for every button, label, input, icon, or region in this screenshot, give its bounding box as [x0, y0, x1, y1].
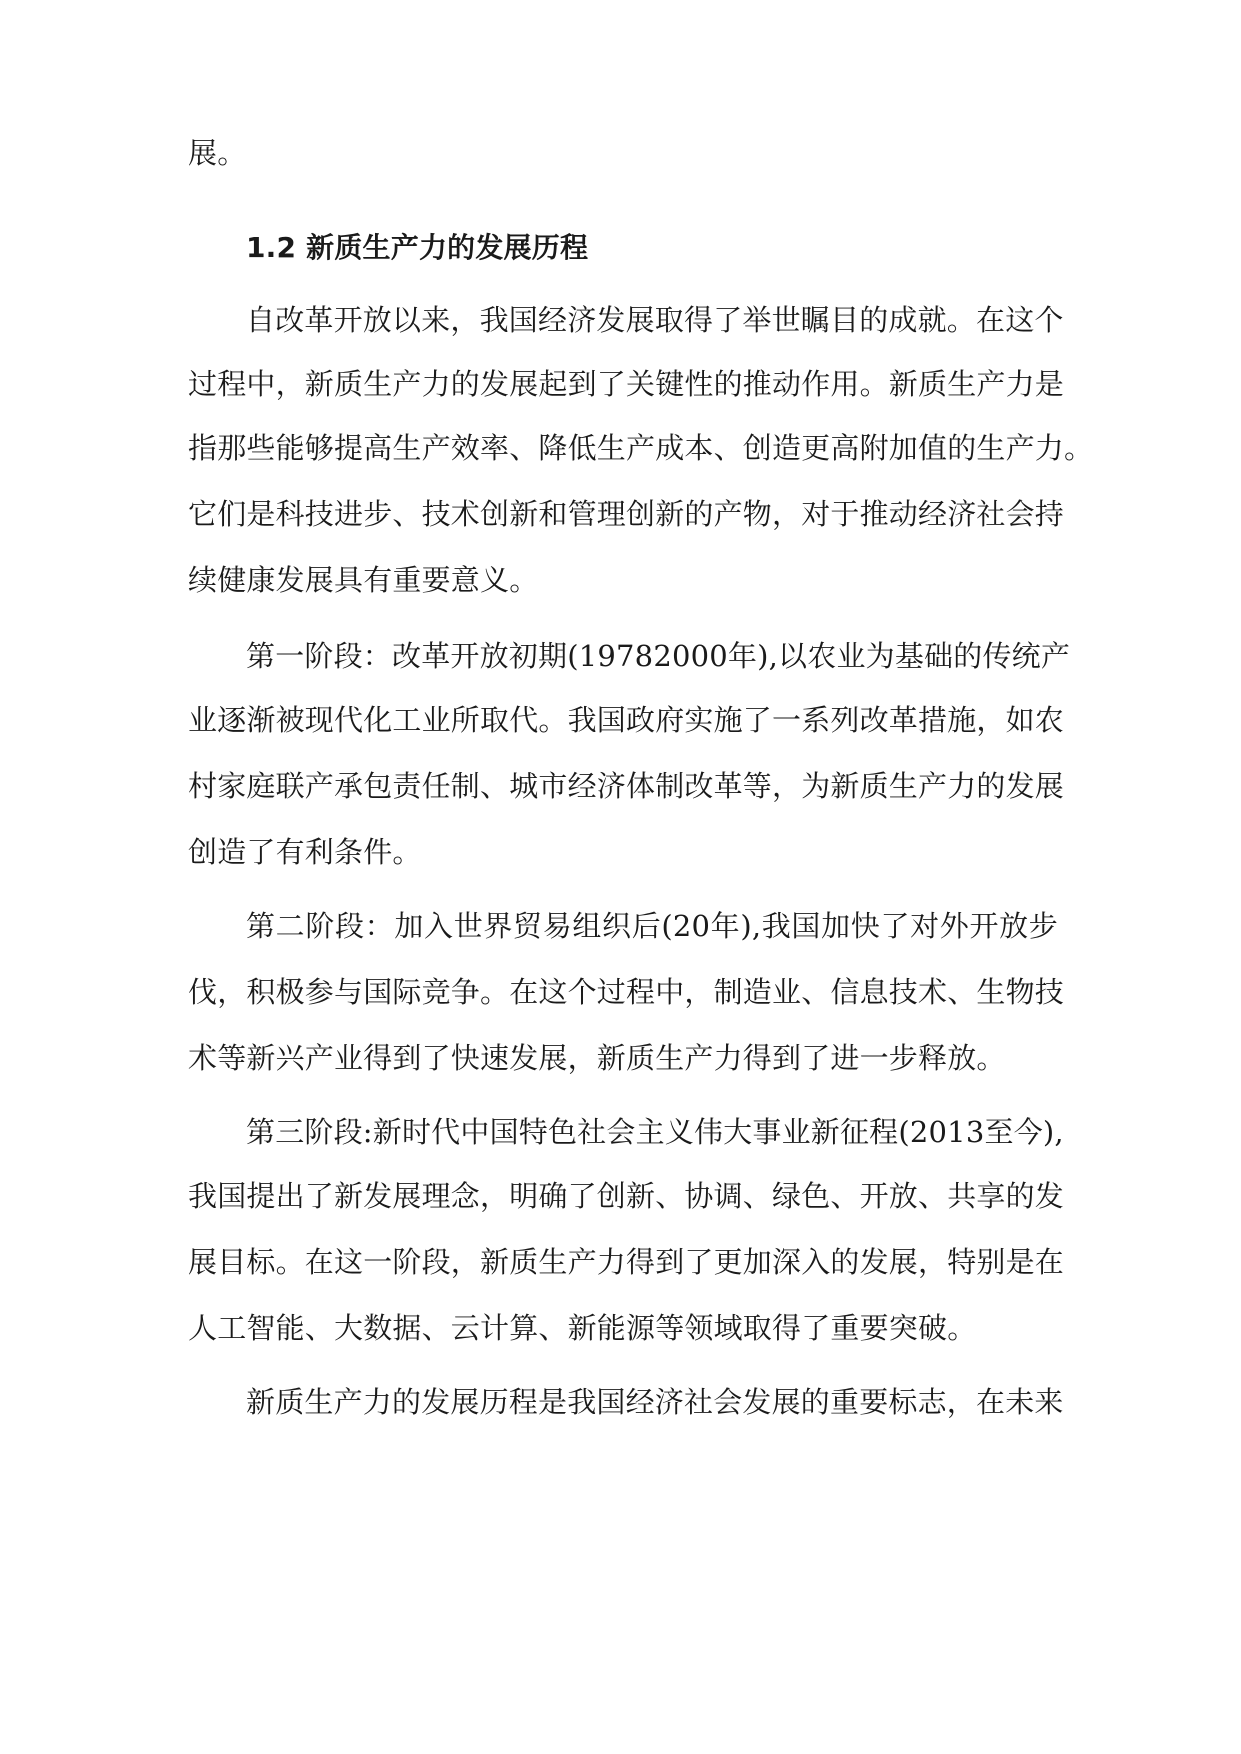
document-page [188, 0, 1094, 1754]
paragraph-line: 创造了有利条件。 [188, 835, 422, 869]
paragraph-line: 自改革开放以来，我国经济发展取得了举世瞩目的成就。在这个 [246, 303, 1064, 337]
paragraph-line: 第二阶段：加入世界贸易组织后(20年),我国加快了对外开放步 [246, 909, 1058, 943]
paragraph-line: 第一阶段：改革开放初期(19782000年),以农业为基础的传统产 [246, 639, 1071, 673]
paragraph-line: 续健康发展具有重要意义。 [188, 563, 539, 597]
paragraph-line: 村家庭联产承包责任制、城市经济体制改革等，为新质生产力的发展 [188, 769, 1065, 803]
paragraph-line: 指那些能够提高生产效率、降低生产成本、创造更高附加值的生产力。 [188, 431, 1094, 465]
paragraph-line: 它们是科技进步、技术创新和管理创新的产物，对于推动经济社会持 [188, 497, 1065, 531]
section-heading: 1.2 新质生产力的发展历程 [246, 231, 589, 264]
paragraph-line: 我国提出了新发展理念，明确了创新、协调、绿色、开放、共享的发 [188, 1179, 1065, 1213]
paragraph-line: 第三阶段:新时代中国特色社会主义伟大事业新征程(2013至今), [246, 1115, 1064, 1149]
paragraph-line: 新质生产力的发展历程是我国经济社会发展的重要标志，在未来 [246, 1385, 1064, 1419]
paragraph-line: 展目标。在这一阶段，新质生产力得到了更加深入的发展，特别是在 [188, 1245, 1065, 1279]
paragraph-line: 过程中，新质生产力的发展起到了关键性的推动作用。新质生产力是 [188, 367, 1065, 401]
paragraph-continuation-line: 展。 [188, 136, 247, 170]
paragraph-line: 业逐渐被现代化工业所取代。我国政府实施了一系列改革措施，如农 [188, 703, 1065, 737]
paragraph-line: 伐，积极参与国际竞争。在这个过程中，制造业、信息技术、生物技 [188, 975, 1065, 1009]
paragraph-line: 术等新兴产业得到了快速发展，新质生产力得到了进一步释放。 [188, 1041, 1006, 1075]
paragraph-line: 人工智能、大数据、云计算、新能源等领域取得了重要突破。 [188, 1311, 977, 1345]
